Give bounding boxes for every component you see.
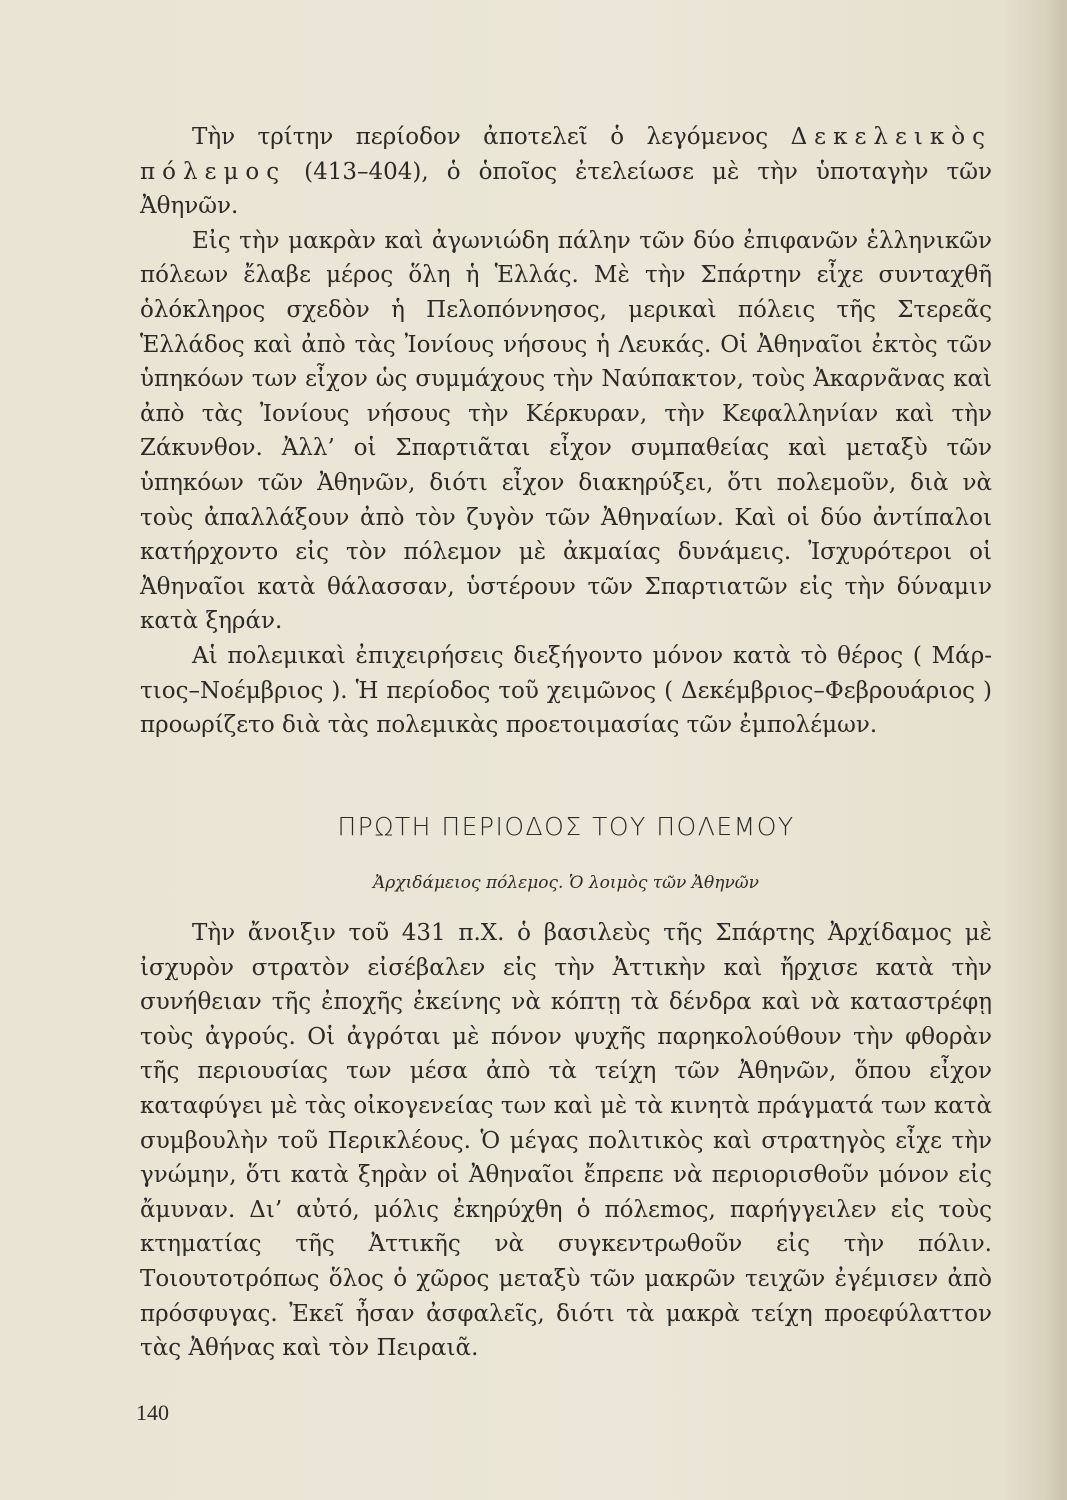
- page-number: 140: [136, 1400, 169, 1425]
- section-2-text: [140, 916, 992, 1366]
- paragraph-intro-after: (413–404), ὁ ὁποῖος ἐτελείωσε μὲ τὴν ὑποταγὴν τῶν Ἀθηνῶν.: [140, 158, 992, 220]
- spaced-term: Δεκελεικὸς πόλεμος: [140, 124, 992, 185]
- paragraph-archidamus: Τὴν ἄνοιξιν τοῦ 431 π.Χ. ὁ βασιλεὺς τῆς Σπάρτης Ἀρχίδαμος μὲ ἰσχυρὸν στρατὸν εἰσέβαλεν εἰς τὴν Ἀττικὴν καὶ ἤρχισε κατὰ τὴν συνήθειαν τῆς ἐποχῆς ἐκείνης νὰ κόπτῃ τὰ δένδρα καὶ νὰ καταστρέφῃ τοὺς ἀγρούς. Οἱ ἀγρόται μὲ πόνον ψυχῆς παρηκολούθουν τὴν φθορὰν τῆς περιουσίας των μέσα ἀπὸ τὰ τείχη τῶν Ἀθηνῶν, ὅπου εἶχον καταφύγει μὲ τὰς οἰκογενείας των καὶ μὲ τὰ κινητὰ πράγματά των κατὰ συμβουλὴν τοῦ Περικλέους. Ὁ μέγας πολιτικὸς καὶ στρατηγὸς εἶχε τὴν γνώμην, ὅτι κατὰ ξηρὰν οἱ Ἀθηναῖοι ἔπρεπε νὰ περιορισθοῦν μόνον εἰς ἄμυναν. Δι’ αὐτό, μόλις ἐκηρύχθη ὁ πόλεmος, παρήγγειλεν εἰς τοὺς κτηματίας τῆς Ἀττικῆς νὰ συγκεντρωθοῦν εἰς τὴν πόλιν. Τοιουτοτρόπως ὅλος ὁ χῶρος μεταξὺ τῶν μακρῶν τειχῶν ἐγέμισεν ἀπὸ πρόσφυγας. Ἐκεῖ ἦσαν ἀσφαλεῖς, διότι τὰ μακρὰ τείχη προεφύλαττον τὰς Ἀθήνας καὶ τὸν Πειραιᾶ.: [140, 920, 992, 1362]
- paragraph-intro-before: Τὴν τρίτην περίοδον ἀποτελεῖ ὁ λεγόμενος: [192, 124, 791, 150]
- section-heading: ΠΡΩΤΗ ΠΕΡΙΟΔΟΣ ΤΟΥ ΠΟΛΕΜΟΥ: [337, 812, 795, 841]
- paragraph-operations: Αἱ πολεμικαὶ ἐπιχειρήσεις διεξήγοντο μόνον κατὰ τὸ θέρος ( Μάρτιος–Νοέμβριος ). Ἡ περίοδος τοῦ χειμῶνος ( Δεκέμβριος–Φεβρουάριος ) προωρίζετο διὰ τὰς πολεμικὰς προετοιμασίας τῶν ἐμπολέμων.: [140, 642, 992, 739]
- section-subheading: Ἀρχιδάμειος πόλεμος. Ὁ λοιμὸς τῶν Ἀθηνῶν: [373, 873, 759, 893]
- paragraph-intro: [140, 120, 992, 224]
- paragraph-alliances: Εἰς τὴν μακρὰν καὶ ἀγωνιώδη πάλην τῶν δύο ἐπιφανῶν ἑλληνικῶν πόλεων ἔλαβε μέρος ὅλη ἡ Ἑλλάς. Μὲ τὴν Σπάρτην εἶχε συνταχθῆ ὁλόκληρος σχεδὸν ἡ Πελοπόννησος, μερικαὶ πόλεις τῆς Στερεᾶς Ἑλλάδος καὶ ἀπὸ τὰς Ἰονίους νήσους ἡ Λευκάς. Οἱ Ἀθηναῖοι ἐκτὸς τῶν ὑπηκόων των εἶχον ὡς συμμάχους τὴν Ναύπακτον, τοὺς Ἀκαρνᾶνας καὶ ἀπὸ τὰς Ἰονίους νήσους τὴν Κέρκυραν, τὴν Κεφαλληνίαν καὶ τὴν Ζάκυνθον. Ἀλλ’ οἱ Σπαρτιᾶται εἶχον συμπαθείας καὶ μεταξὺ τῶν ὑπηκόων τῶν Ἀθηνῶν, διότι εἶχον διακηρύξει, ὅτι πολεμοῦν, διὰ νὰ τοὺς ἀπαλλάξουν ἀπὸ τὸν ζυγὸν τῶν Ἀθηναίων. Καὶ οἱ δύο ἀντίπαλοι κατήρχοντο εἰς τὸν πόλεμον μὲ ἀκμαίας δυνάμεις. Ἰσχυρότεροι οἱ Ἀθηναῖοι κατὰ θάλασσαν, ὑστέρουν τῶν Σπαρτιατῶν εἰς τὴν δύναμιν κατὰ ξηράν.: [140, 227, 992, 635]
- section-1-text: [140, 120, 992, 743]
